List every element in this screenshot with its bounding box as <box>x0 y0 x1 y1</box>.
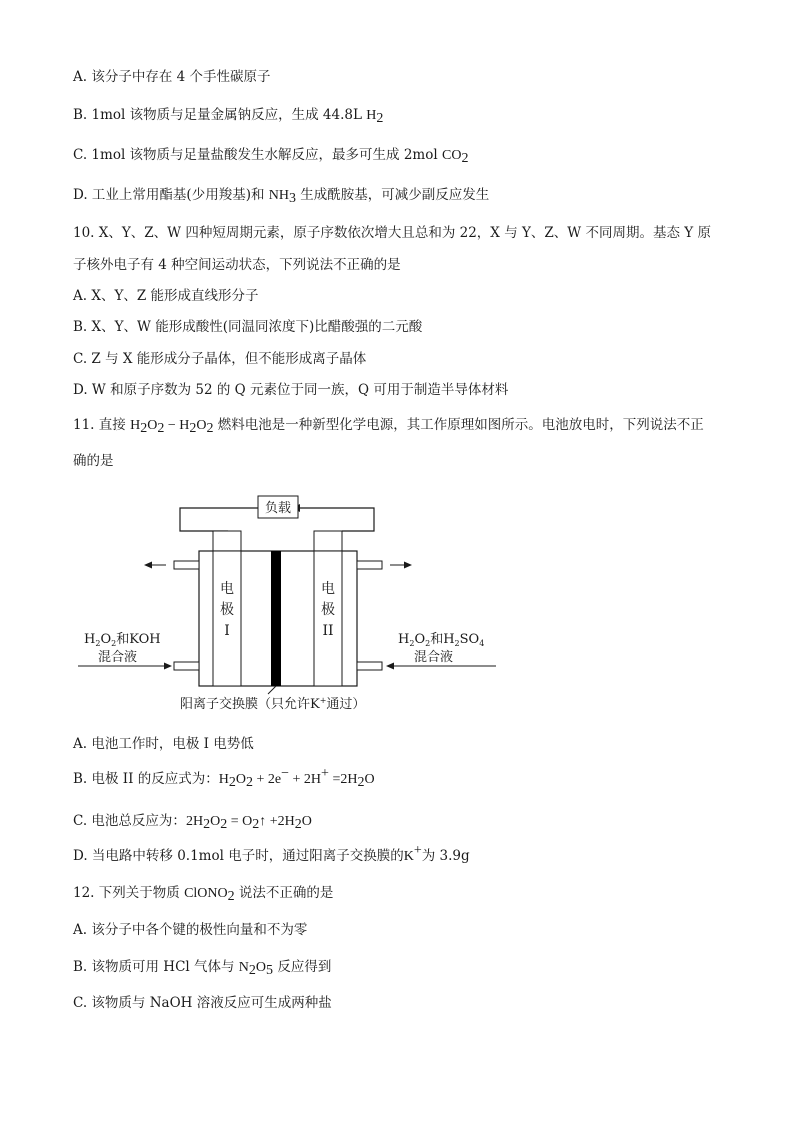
q12-option-c: C. 该物质与 NaOH 溶液反应可生成两种盐 <box>73 995 332 1011</box>
fuel-cell-diagram <box>0 480 794 720</box>
q11-option-b: B. 电极 II 的反应式为：$H_2O_2 + 2e^- + 2H^+ =2H_2O$ <box>73 766 375 790</box>
q9-option-a: A. 该分子中存在 4 个手性碳原子 <box>73 69 271 85</box>
q10-stem-line2: 子核外电子有 4 种空间运动状态，下列说法不正确的是 <box>73 257 401 273</box>
load-label: 负载 <box>264 501 292 516</box>
right-inlet-arrow-icon <box>386 663 394 670</box>
q11-option-a: A. 电池工作时，电极 I 电势低 <box>73 736 254 752</box>
q12-option-a: A. 该分子中各个键的极性向量和不为零 <box>73 922 308 938</box>
circuit-wire-left <box>180 508 258 531</box>
electrode-2-label-char3: II <box>322 623 334 639</box>
q10-option-a: A. X、Y、Z 能形成直线形分子 <box>73 288 259 304</box>
electrode-2-terminal <box>314 531 342 551</box>
q10-option-d: D. W 和原子序数为 52 的 Q 元素位于同一族，Q 可用于制造半导体材料 <box>73 382 509 398</box>
q11-option-d: D. 当电路中转移 0.1mol 电子时，通过阳离子交换膜的K+为 3.9g <box>73 843 470 864</box>
electrode-1-terminal <box>213 531 241 551</box>
left-inlet-pipe <box>174 662 199 670</box>
electrode-2 <box>314 551 342 686</box>
right-outlet-pipe <box>357 561 382 569</box>
cation-exchange-membrane <box>271 551 281 686</box>
electrode-1-label-char1: 电 <box>220 581 234 597</box>
electrode-1 <box>213 551 241 686</box>
right-inlet-pipe <box>357 662 382 670</box>
circuit-wire-right <box>298 508 374 531</box>
q9-option-b: B. 1mol 该物质与足量金属钠反应，生成 44.8L $H_2$ <box>73 107 384 126</box>
membrane-label: 阳离子交换膜（只允许K+通过） <box>180 696 366 712</box>
q12-stem: 12. 下列关于物质 ClONO$_2$ 说法不正确的是 <box>73 885 334 904</box>
q10-stem-line1: 10. X、Y、Z、W 四种短周期元素，原子序数依次增大且总和为 22，X 与 Y、Z、W 不同周期。基态 Y 原 <box>73 225 711 241</box>
electrode-1-label-char2: 极 <box>220 602 234 618</box>
left-outlet-pipe <box>174 561 199 569</box>
right-solution-label-2: 混合液 <box>414 650 454 665</box>
q11-stem-line2: 确的是 <box>73 453 114 469</box>
q10-option-c: C. Z 与 X 能形成分子晶体，但不能形成离子晶体 <box>73 351 367 367</box>
electrode-2-label-char2: 极 <box>321 602 335 618</box>
left-inlet-arrow-icon <box>164 663 172 670</box>
right-outlet-arrow-icon <box>404 562 412 569</box>
right-solution-label: $H_2O_2$和$H_2SO_4$ <box>398 632 485 648</box>
electrode-1-label-char3: I <box>224 623 230 639</box>
q11-option-c: C. 电池总反应为：$2H_2O_2$ = $O_2↑ +2H_2O$ <box>73 813 312 832</box>
q9-option-d: D. 工业上常用酯基(少用羧基)和 $NH_3$ 生成酰胺基，可减少副反应发生 <box>73 187 490 206</box>
q11-stem-line1: 11. 直接 $H_2O_2 - H_2O_2$ 燃料电池是一种新型化学电源，其工作原理如图所示。电池放电时，下列说法不正 <box>73 417 704 436</box>
q12-option-b: B. 该物质可用 HCl 气体与 $N_2O_5$ 反应得到 <box>73 959 332 978</box>
left-solution-label: $H_2O_2$和KOH <box>84 632 161 648</box>
left-outlet-arrow-icon <box>144 562 152 569</box>
electrode-2-label-char1: 电 <box>321 581 335 597</box>
membrane-pointer-line <box>268 686 276 694</box>
q9-option-c: C. 1mol 该物质与足量盐酸发生水解反应，最多可生成 2mol $CO_2$ <box>73 147 469 166</box>
left-solution-label-2: 混合液 <box>98 650 138 665</box>
q10-option-b: B. X、Y、W 能形成酸性(同温同浓度下)比醋酸强的二元酸 <box>73 319 423 335</box>
